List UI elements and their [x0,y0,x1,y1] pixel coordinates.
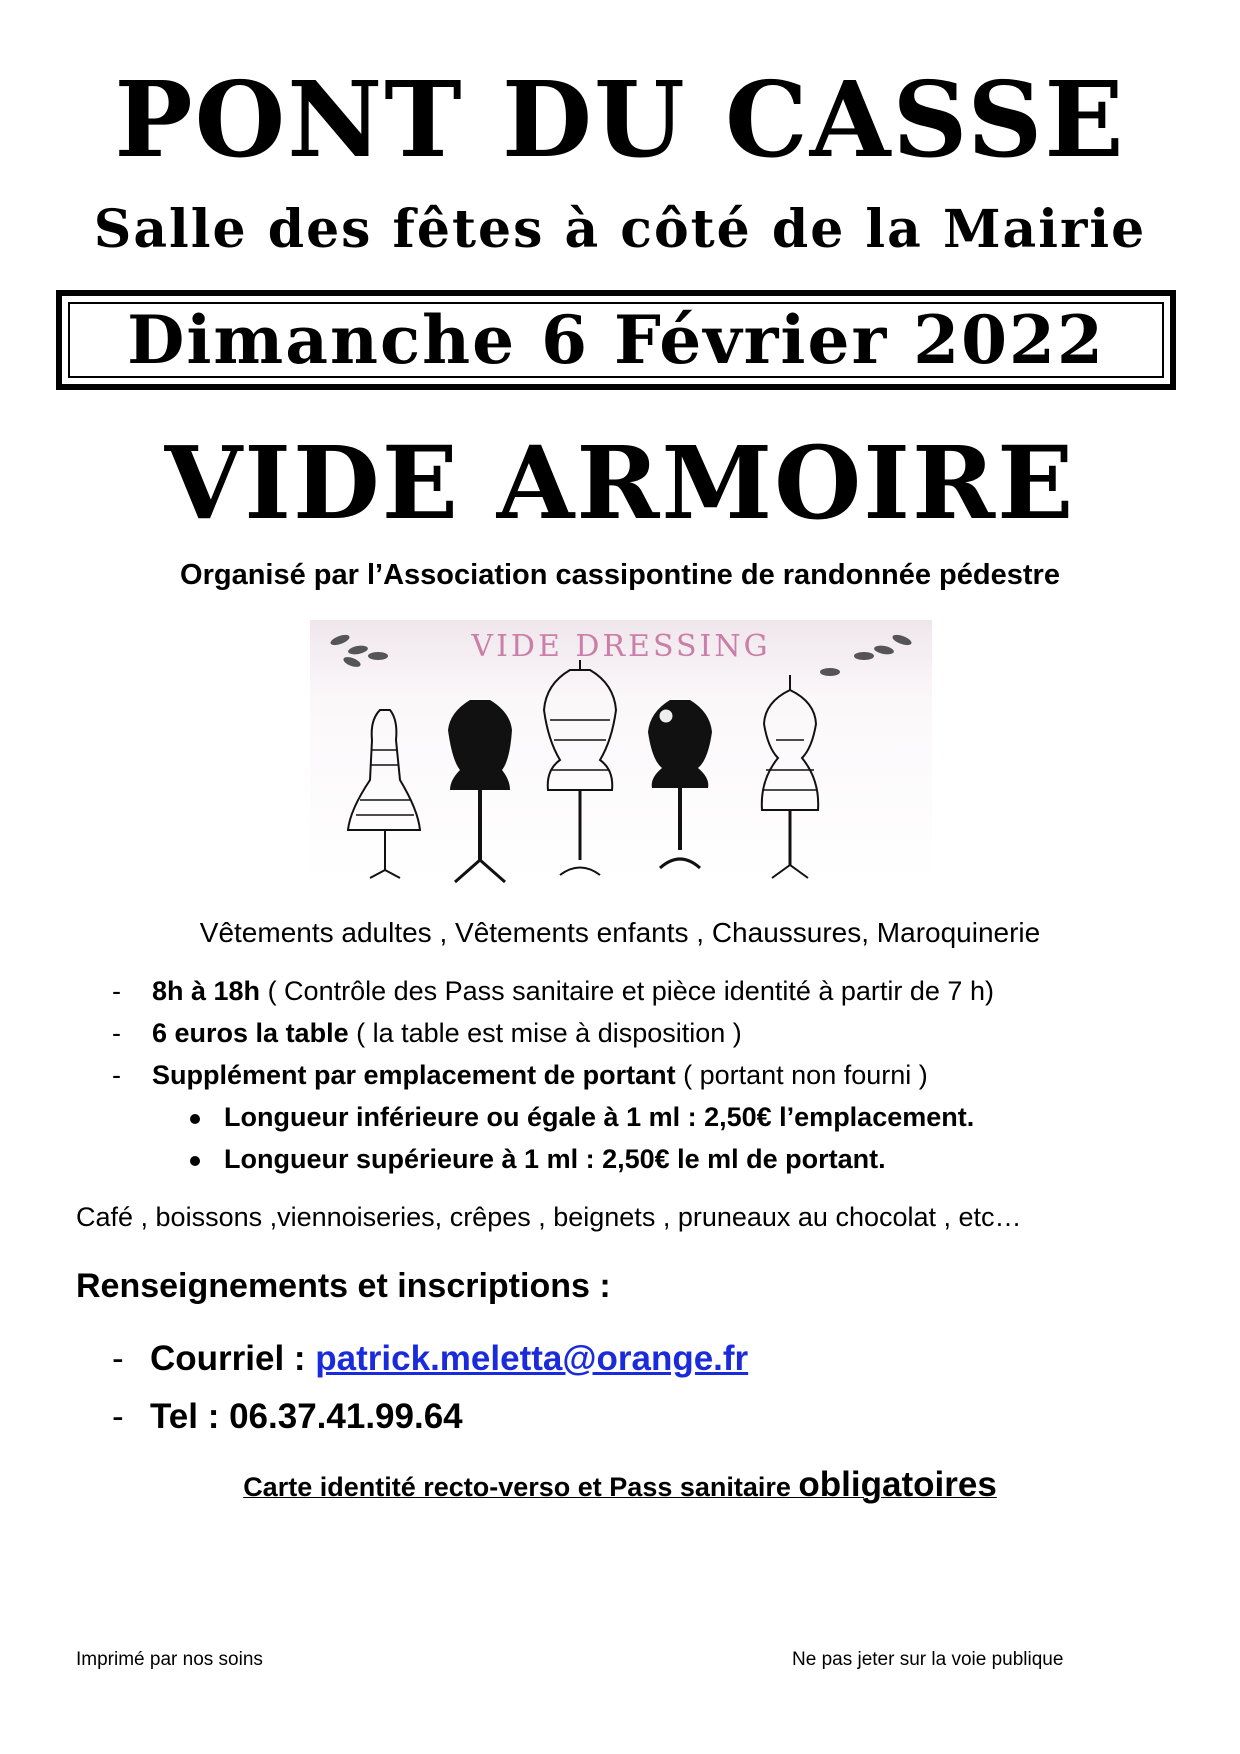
detail-item: - Supplément par emplacement de portant ( portant non fourni ) [112,1060,928,1090]
vide-dressing-illustration [310,620,932,884]
sub-detail-item [190,1100,1090,1134]
town-title: PONT DU CASSE [114,58,1126,181]
requirement-text: Carte identité recto-verso et Pass sanitaire [243,1472,799,1502]
detail-item: - 8h à 18h ( Contrôle des Pass sanitaire et pièce identité à partir de 7 h) [112,976,994,1006]
event-title: VIDE ARMOIRE [164,424,1076,542]
contact-phone-row: - Tel : 06.37.41.99.64 [112,1395,1112,1439]
footer-right: Ne pas jeter sur la voie publique [792,1649,1064,1670]
detail-text: ( Contrôle des Pass sanitaire et pièce identité à partir de 7 h) [260,976,994,1006]
detail-item: - 6 euros la table ( la table est mise à disposition ) [112,1018,742,1048]
requirement-emphasis: obligatoires [798,1465,997,1504]
event-date: Dimanche 6 Février 2022 [127,301,1105,379]
sub-detail-item [190,1142,1090,1176]
organizer-line: Organisé par l’Association cassipontine de randonnée pédestre [180,559,1060,591]
bullet-icon [190,1114,200,1124]
sub-detail-text: Longueur inférieure ou égale à 1 ml : 2,50€ l’emplacement. [224,1102,975,1132]
detail-text: ( la table est mise à disposition ) [348,1018,742,1048]
email-label: Courriel : [150,1339,316,1378]
detail-bold: 8h à 18h [152,976,261,1006]
sub-detail-text: Longueur supérieure à 1 ml : 2,50€ le ml de portant. [224,1144,886,1174]
email-link[interactable]: patrick.meletta@orange.fr [315,1339,749,1378]
phone-text: Tel : 06.37.41.99.64 [150,1397,463,1436]
footer-left: Imprimé par nos soins [76,1649,263,1670]
detail-bold: 6 euros la table [152,1018,349,1048]
detail-bold: Supplément par emplacement de portant [152,1060,676,1090]
venue-subtitle: Salle des fêtes à côté de la Mairie [93,199,1147,260]
contact-heading: Renseignements et inscriptions : [76,1267,611,1305]
date-box [56,290,1176,390]
refreshments-line: Café , boissons ,viennoiseries, crêpes , beignets , pruneaux au chocolat , etc… [76,1202,1022,1232]
banner-text: VIDE DRESSING [471,629,771,664]
contact-email-row: - Courriel : patrick.meletta@orange.fr [112,1339,749,1378]
requirement-line [0,1465,1240,1505]
bullet-icon [190,1156,200,1166]
detail-text: ( portant non fourni ) [675,1060,928,1090]
categories-line: Vêtements adultes , Vêtements enfants , Chaussures, Maroquinerie [199,917,1041,948]
